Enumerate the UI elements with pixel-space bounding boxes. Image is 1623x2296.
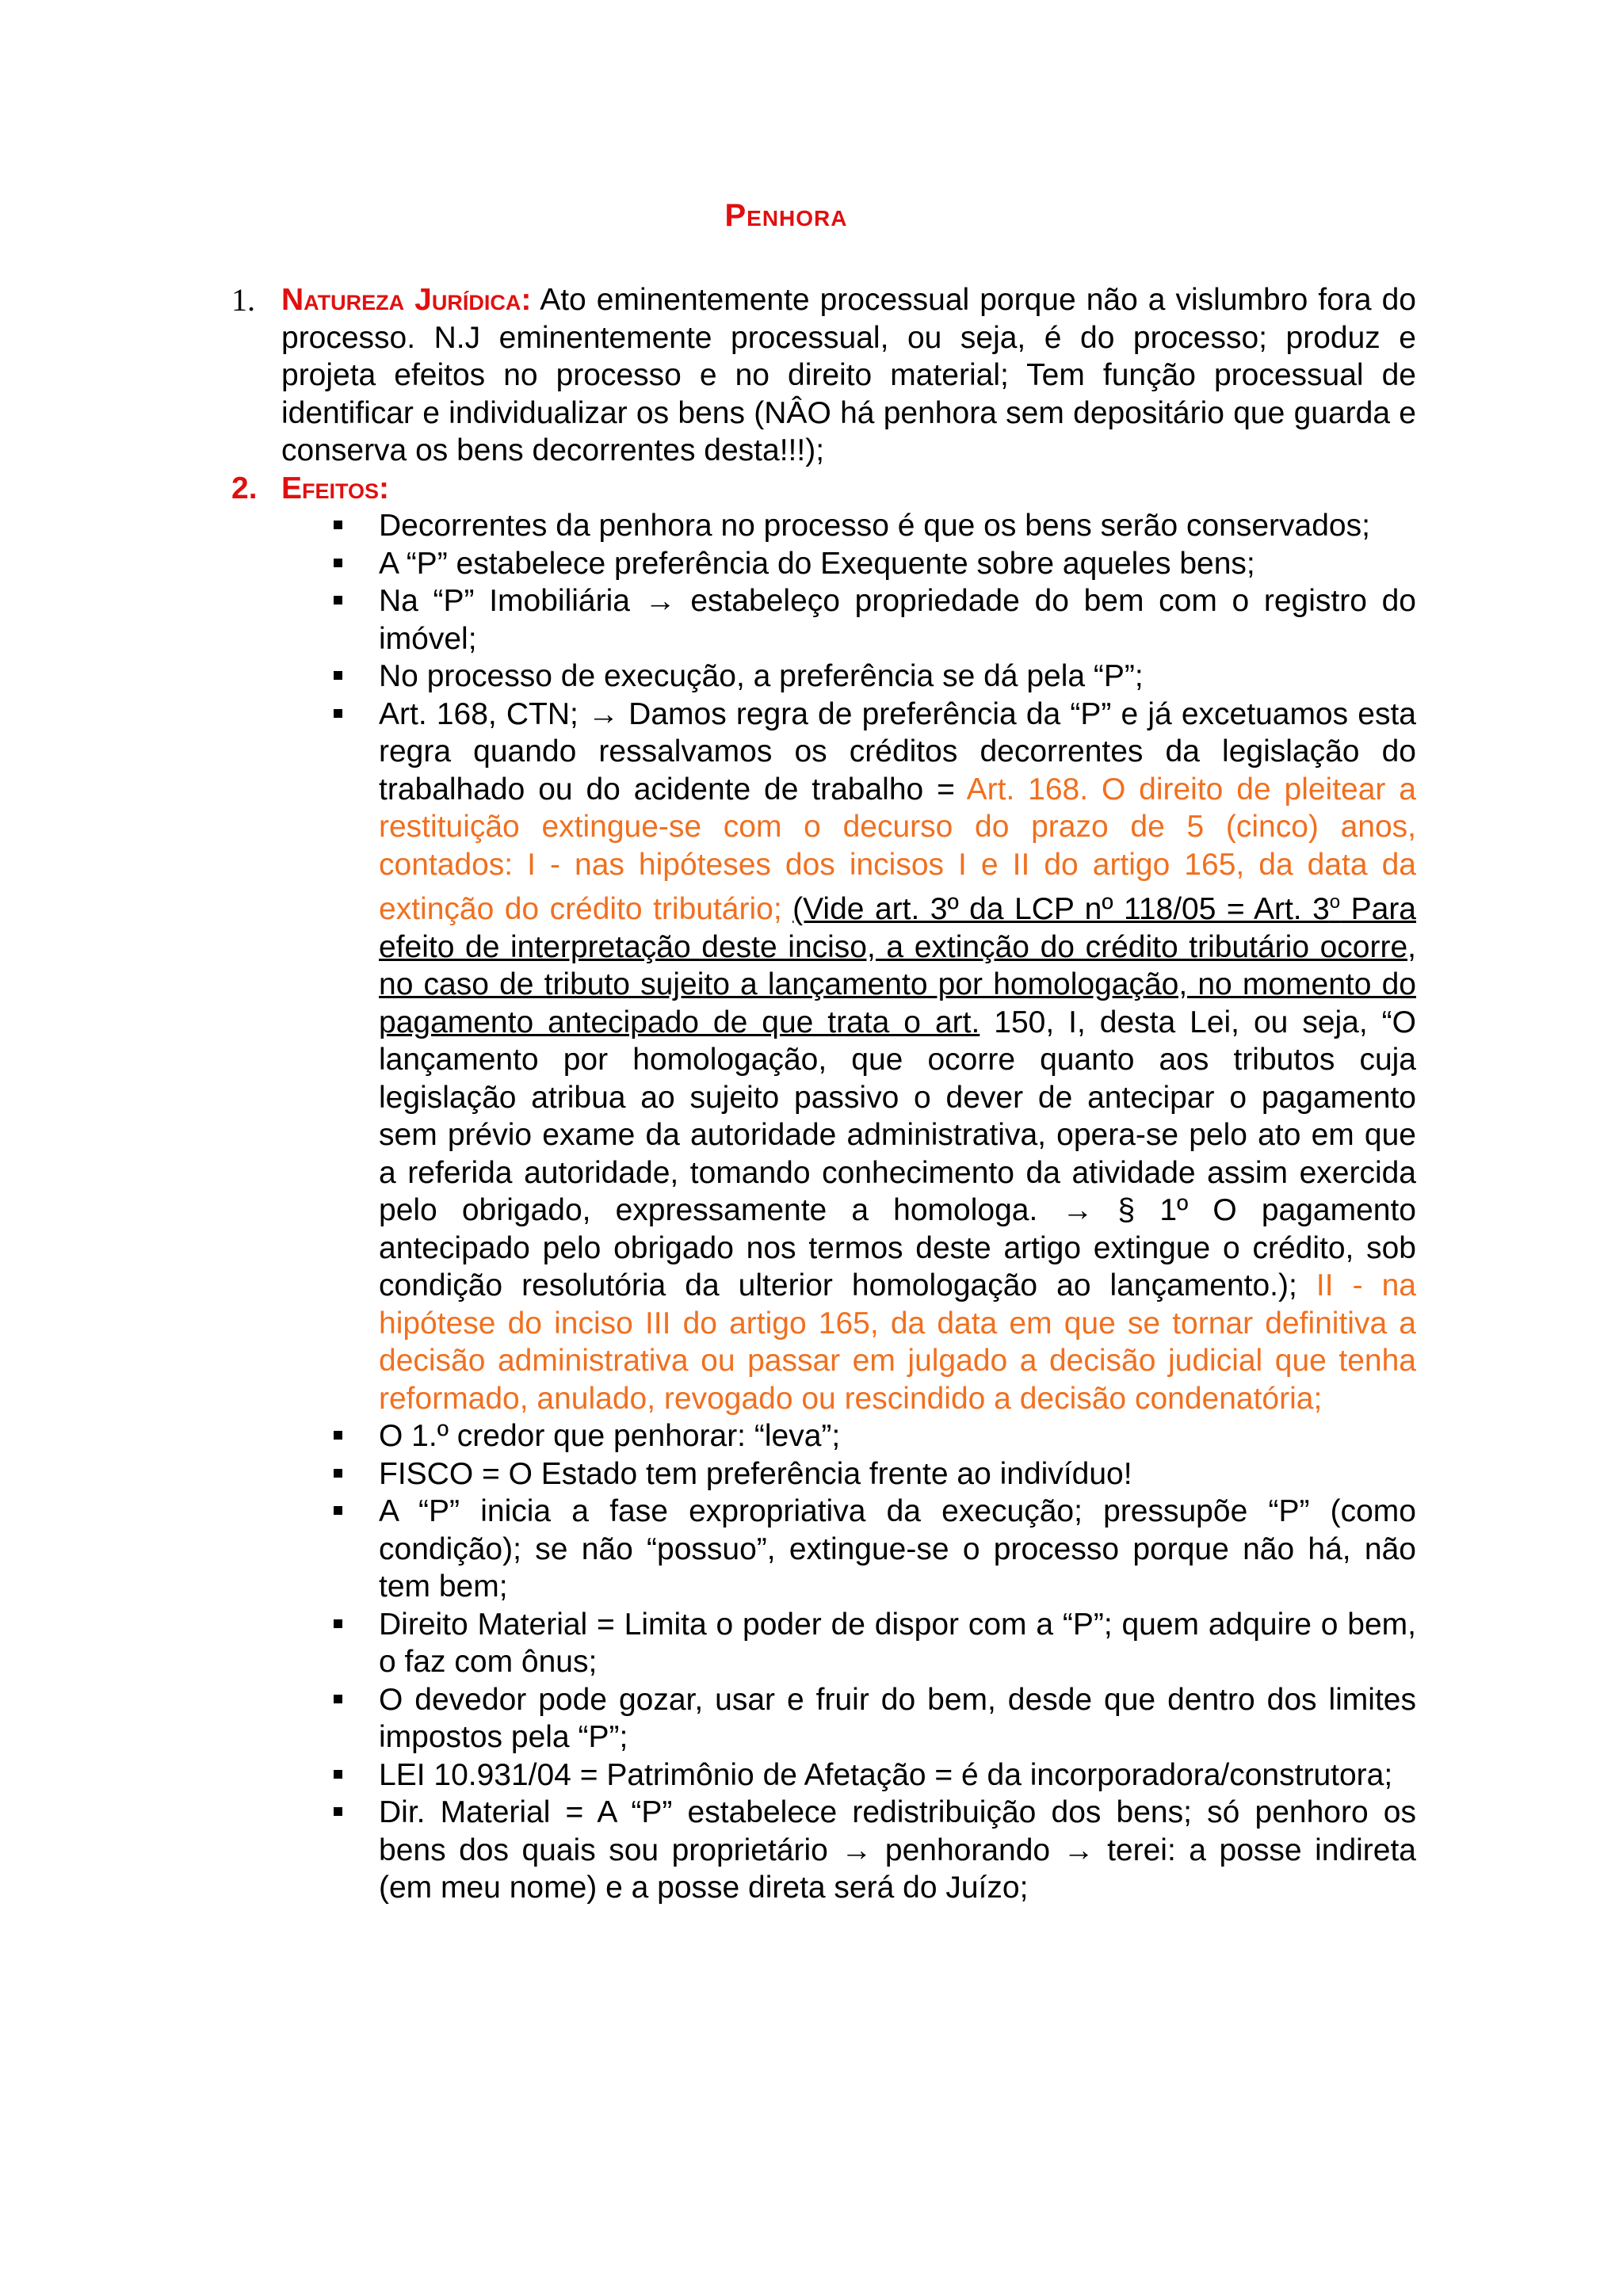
lcp-reference-text: (Vide art. 3º da LCP nº 118/05 = Art. 3 [792,892,1330,926]
list-item: O devedor pode gozar, usar e fruir do bem, desde que dentro dos limites impostos pela “P”; [379,1681,1416,1756]
section-1-paragraph [281,281,1416,470]
list-item: No processo de execução, a preferência se dá pela “P”; [379,658,1416,696]
art-150-text: 150, I, desta Lei, ou seja, “O lançamento por homologação, que ocorre quanto aos tributos cuja legislação atribua ao sujeito passivo o dever de antecipar o pagamento sem prévio exame da autoridade administrativa, opera-se pelo ato em que a referida autoridade, tomando conhecimento da atividade assim exercida pelo obrigado, expressamente a homologa. → § 1º O pagamento antecipado pelo obrigado nos termos deste artigo extingue o crédito, sob condição resolutória da ulterior homologação ao lançamento.); [379,1005,1416,1302]
list-item: LEI 10.931/04 = Patrimônio de Afetação = é da incorporadora/construtora; [379,1756,1416,1794]
art-168-intro: Art. 168, CTN; → Damos regra de preferência da “P” e já excetuamos esta regra quando ressalvamos os créditos decorrentes da legislação do trabalhado ou do acidente de trabalho = [379,696,1416,807]
list-item: Na “P” Imobiliária → estabeleço propriedade do bem com o registro do imóvel; [379,582,1416,658]
effects-list [379,507,1416,1907]
section-2-heading: Efeitos: [281,471,390,505]
section-1-text: Ato eminentemente processual porque não a vislumbro fora do processo. N.J eminentemente processual, ou seja, é do processo; produz e projeta efeitos no processo e no direito material; Tem função processual de identificar e individualizar os bens (NÂO há penhora sem depositário que guarda e conserva os bens decorrentes desta!!!); [281,283,1416,467]
list-item-art-168 [379,696,1416,1418]
section-1-heading: Natureza Jurídica: [281,283,532,317]
list-item: FISCO = O Estado tem preferência frente ao indivíduo! [379,1455,1416,1493]
list-item: Direito Material = Limita o poder de dispor com a “P”; quem adquire o bem, o faz com ônus; [379,1606,1416,1681]
lcp-reference-text-2: Para efeito de interpretação deste inciso, a extinção do crédito tributário ocorre, no caso de tributo sujeito a lançamento por homologação, no momento do pagamento antecipado de que trata o art. [379,892,1417,1039]
page-title: Penhora [724,198,848,233]
list-item: A “P” estabelece preferência do Exequente sobre aqueles bens; [379,545,1416,583]
space [1297,1268,1316,1302]
list-item: O 1.º credor que penhorar: “leva”; [379,1417,1416,1455]
art-168-quote-ii: II - na hipótese do inciso III do artigo 165, da data em que se tornar definitiva a decisão administrativa ou passar em julgado a decisão judicial que tenha reformado, anulado, revogado ou rescindido a decisão condenatória; [379,1268,1416,1416]
section-1-number: 1. [231,282,255,318]
art-168-quote: Art. 168. O direito de pleitear a restituição extingue-se com o decurso do prazo de 5 (cinco) anos, contados: I - nas hipóteses dos incisos I e II do artigo 165, da data da extinção do crédito tributário; [379,772,1416,926]
superscript-o: o [1329,891,1341,913]
list-item: A “P” inicia a fase expropriativa da execução; pressupõe “P” (como condição); se não “possuo”, extingue-se o processo porque não há, não tem bem; [379,1493,1416,1606]
list-item: Decorrentes da penhora no processo é que os bens serão conservados; [379,507,1416,545]
section-2-number: 2. [231,471,258,505]
list-item: Dir. Material = A “P” estabelece redistribuição dos bens; só penhoro os bens dos quais sou proprietário → penhorando → terei: a posse indireta (em meu nome) e a posse direta será do Juízo; [379,1794,1416,1907]
space [782,892,792,926]
